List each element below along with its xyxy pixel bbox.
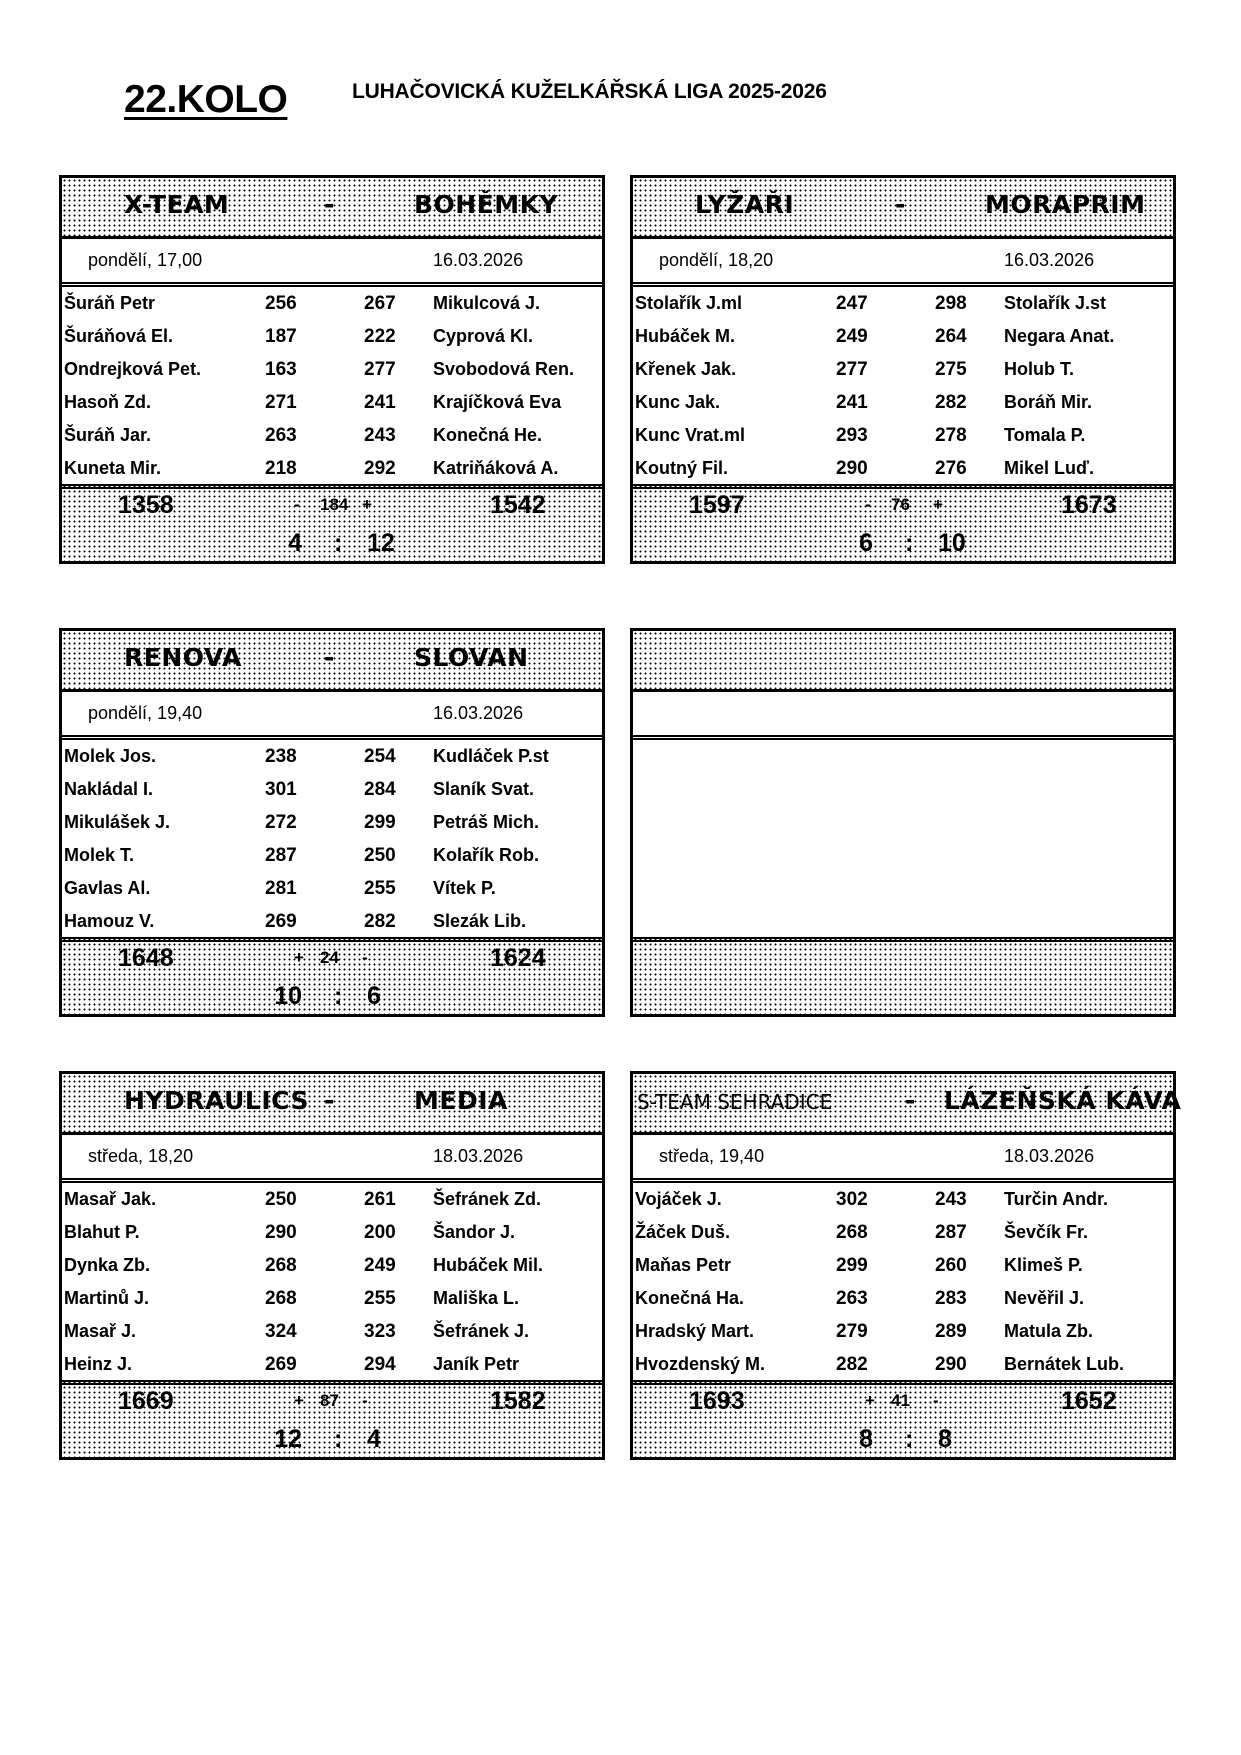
player-row: [62, 419, 602, 452]
player-rows: [633, 287, 1173, 483]
home-player: Křenek Jak.: [635, 359, 737, 379]
away-player: Šandor J.: [433, 1222, 516, 1242]
player-row: [62, 320, 602, 353]
away-player: Ševčík Fr.: [1004, 1222, 1089, 1242]
home-score: 268: [265, 1255, 297, 1276]
away-score: 250: [364, 845, 396, 866]
away-player: Kolařík Rob.: [433, 845, 540, 865]
player-row: [633, 1282, 1173, 1315]
away-points: 10: [938, 529, 966, 557]
away-player: Katriňáková A.: [433, 458, 559, 478]
home-score: 302: [836, 1189, 868, 1210]
player-row: [633, 452, 1173, 485]
home-player: Masař J.: [64, 1321, 137, 1341]
away-player: Mikulcová J.: [433, 293, 541, 313]
away-score: 260: [935, 1255, 967, 1276]
away-player: Krajíčková Eva: [433, 392, 562, 412]
home-score: 268: [836, 1222, 868, 1243]
away-player: Šefránek J.: [433, 1321, 530, 1341]
away-score: 255: [364, 1288, 396, 1309]
away-score: 261: [364, 1189, 396, 1210]
home-player: Hubáček M.: [635, 326, 736, 346]
home-score: 282: [836, 1354, 868, 1375]
sign-left: +: [294, 1391, 304, 1410]
sign-right: +: [933, 495, 943, 514]
points-colon: :: [905, 1425, 914, 1453]
match-schedule: [62, 692, 602, 740]
sign-left: -: [865, 495, 871, 514]
home-total: 1693: [689, 1387, 745, 1415]
match-schedule: [62, 239, 602, 287]
home-score: 269: [265, 911, 297, 932]
away-score: 298: [935, 293, 967, 314]
player-row: [62, 740, 602, 773]
away-player: Bernátek Lub.: [1004, 1354, 1125, 1374]
match-schedule: [633, 1135, 1173, 1183]
home-score: 263: [265, 425, 297, 446]
home-player: Konečná Ha.: [635, 1288, 745, 1308]
player-rows: [62, 1183, 602, 1379]
away-team: MORAPRIM: [985, 190, 1146, 219]
player-row: [62, 353, 602, 386]
away-score: 283: [935, 1288, 967, 1309]
home-player: Molek Jos.: [64, 746, 157, 766]
home-player: Ondrejková Pet.: [64, 359, 202, 379]
match-day-time: pondělí, 17,00: [88, 250, 203, 270]
home-score: 281: [265, 878, 297, 899]
home-player: Kuneta Mir.: [64, 458, 162, 478]
player-rows: [633, 1183, 1173, 1379]
away-score: 323: [364, 1321, 396, 1342]
home-points: 4: [288, 529, 302, 557]
away-player: Holub T.: [1004, 359, 1074, 379]
home-player: Hasoň Zd.: [64, 392, 152, 412]
player-row: [633, 1249, 1173, 1282]
home-player: Dynka Zb.: [64, 1255, 151, 1275]
player-row: [62, 287, 602, 320]
away-player: Negara Anat.: [1004, 326, 1115, 346]
away-team: MEDIA: [414, 1086, 508, 1115]
home-points: 10: [274, 982, 302, 1010]
away-points: 4: [367, 1425, 381, 1453]
points-colon: :: [334, 529, 343, 557]
home-score: 268: [265, 1288, 297, 1309]
away-score: 243: [935, 1189, 967, 1210]
home-player: Koutný Fil.: [635, 458, 728, 478]
match-header: [633, 1074, 1182, 1135]
home-score: 301: [265, 779, 297, 800]
match-card: [59, 175, 605, 564]
away-team: LÁZEŇSKÁ KÁVA: [944, 1086, 1182, 1115]
home-score: 299: [836, 1255, 868, 1276]
home-score: 290: [836, 458, 868, 479]
away-player: Nevěřil J.: [1004, 1288, 1085, 1308]
match-result: [633, 1380, 1173, 1457]
home-score: 277: [836, 359, 868, 380]
home-score: 272: [265, 812, 297, 833]
home-player: Hradský Mart.: [635, 1321, 755, 1341]
home-player: Blahut P.: [64, 1222, 140, 1242]
away-player: Slaník Svat.: [433, 779, 535, 799]
home-score: 293: [836, 425, 868, 446]
away-score: 254: [364, 746, 396, 767]
away-score: 282: [935, 392, 967, 413]
player-row: [62, 872, 602, 905]
home-score: 279: [836, 1321, 868, 1342]
home-player: Mikulášek J.: [64, 812, 171, 832]
away-score: 277: [364, 359, 396, 380]
player-row: [62, 1216, 602, 1249]
score-difference: 24: [320, 948, 339, 967]
match-result: [62, 484, 602, 561]
away-score: 275: [935, 359, 967, 380]
match-date: 16.03.2026: [433, 250, 524, 270]
home-score: 163: [265, 359, 297, 380]
match-schedule: [633, 239, 1173, 287]
away-score: 243: [364, 425, 396, 446]
match-card: [59, 628, 605, 1017]
sign-right: -: [362, 1391, 368, 1410]
home-player: Nakládal I.: [64, 779, 154, 799]
away-score: 290: [935, 1354, 967, 1375]
match-card: [59, 1071, 605, 1460]
home-score: 324: [265, 1321, 297, 1342]
home-score: 249: [836, 326, 868, 347]
points-colon: :: [334, 1425, 343, 1453]
empty-match-card: [630, 628, 1176, 1017]
team-separator: -: [324, 190, 335, 219]
match-day-time: středa, 18,20: [88, 1146, 194, 1166]
home-team: LYŽAŘI: [695, 190, 795, 219]
player-row: [62, 806, 602, 839]
team-separator: -: [895, 190, 906, 219]
home-player: Šuráň Jar.: [64, 425, 152, 445]
home-player: Vojáček J.: [635, 1189, 722, 1209]
team-separator: -: [324, 1086, 335, 1115]
match-date: 16.03.2026: [1004, 250, 1095, 270]
home-team: HYDRAULICS: [124, 1086, 309, 1115]
away-player: Matula Zb.: [1004, 1321, 1093, 1341]
sign-left: +: [294, 948, 304, 967]
away-player: Svobodová Ren.: [433, 359, 575, 379]
player-row: [633, 1183, 1173, 1216]
player-row: [62, 386, 602, 419]
home-score: 247: [836, 293, 868, 314]
player-row: [633, 320, 1173, 353]
away-player: Petráš Mich.: [433, 812, 540, 832]
home-score: 287: [265, 845, 297, 866]
away-player: Cyprová Kl.: [433, 326, 534, 346]
away-player: Hubáček Mil.: [433, 1255, 544, 1275]
home-total: 1648: [118, 944, 174, 972]
home-points: 12: [274, 1425, 302, 1453]
home-score: 238: [265, 746, 297, 767]
player-row: [62, 1282, 602, 1315]
match-header: [633, 178, 1173, 239]
player-row: [62, 1249, 602, 1282]
away-total: 1582: [490, 1387, 546, 1415]
away-player: Kudláček P.st: [433, 746, 549, 766]
player-row: [633, 287, 1173, 320]
away-total: 1673: [1061, 491, 1117, 519]
team-separator: -: [324, 643, 335, 672]
away-total: 1542: [490, 491, 546, 519]
home-player: Žáček Duš.: [635, 1222, 731, 1242]
home-points: 6: [859, 529, 873, 557]
player-row: [62, 1348, 602, 1381]
home-player: Heinz J.: [64, 1354, 133, 1374]
away-score: 292: [364, 458, 396, 479]
player-row: [62, 905, 602, 938]
home-total: 1358: [118, 491, 174, 519]
sign-left: -: [294, 495, 300, 514]
away-points: 6: [367, 982, 381, 1010]
player-row: [633, 419, 1173, 452]
home-player: Gavlas Al.: [64, 878, 151, 898]
away-score: 289: [935, 1321, 967, 1342]
match-day-time: pondělí, 18,20: [659, 250, 774, 270]
player-row: [633, 353, 1173, 386]
away-player: Janík Petr: [433, 1354, 520, 1374]
player-rows: [62, 740, 602, 936]
away-score: 282: [364, 911, 396, 932]
match-day-time: pondělí, 19,40: [88, 703, 203, 723]
match-result: [62, 1380, 602, 1457]
match-day-time: středa, 19,40: [659, 1146, 765, 1166]
empty-result: [633, 937, 1173, 1014]
home-points: 8: [859, 1425, 873, 1453]
empty-schedule: [633, 692, 1173, 740]
home-score: 256: [265, 293, 297, 314]
home-player: Šuráňová El.: [64, 326, 174, 346]
player-row: [633, 1216, 1173, 1249]
player-row: [633, 1315, 1173, 1348]
home-total: 1597: [689, 491, 745, 519]
home-player: Hamouz V.: [64, 911, 155, 931]
away-team: BOHĚMKY: [414, 190, 559, 219]
player-row: [62, 839, 602, 872]
points-colon: :: [905, 529, 914, 557]
away-player: Mališka L.: [433, 1288, 520, 1308]
away-player: Tomala P.: [1004, 425, 1086, 445]
away-team: SLOVAN: [414, 643, 529, 672]
away-score: 264: [935, 326, 967, 347]
away-score: 200: [364, 1222, 396, 1243]
home-team: RENOVA: [124, 643, 242, 672]
player-row: [633, 386, 1173, 419]
away-player: Stolařík J.st: [1004, 293, 1107, 313]
match-result: [62, 937, 602, 1014]
match-card: [630, 1071, 1182, 1460]
away-score: 222: [364, 326, 396, 347]
away-total: 1624: [490, 944, 546, 972]
home-score: 263: [836, 1288, 868, 1309]
home-score: 269: [265, 1354, 297, 1375]
home-player: Šuráň Petr: [64, 293, 156, 313]
away-player: Konečná He.: [433, 425, 543, 445]
away-player: Klimeš P.: [1004, 1255, 1083, 1275]
away-score: 276: [935, 458, 967, 479]
home-player: Hvozdenský M.: [635, 1354, 766, 1374]
score-difference: 76: [891, 495, 910, 514]
match-date: 18.03.2026: [433, 1146, 524, 1166]
match-header: [62, 178, 602, 239]
sign-left: +: [865, 1391, 875, 1410]
away-score: 267: [364, 293, 396, 314]
away-score: 294: [364, 1354, 396, 1375]
home-score: 271: [265, 392, 297, 413]
away-player: Turčin Andr.: [1004, 1189, 1109, 1209]
home-player: Molek T.: [64, 845, 135, 865]
away-score: 278: [935, 425, 967, 446]
player-row: [62, 1315, 602, 1348]
score-difference: 87: [320, 1391, 339, 1410]
match-date: 18.03.2026: [1004, 1146, 1095, 1166]
home-player: Kunc Jak.: [635, 392, 721, 412]
away-score: 241: [364, 392, 396, 413]
sign-right: -: [362, 948, 368, 967]
sign-right: +: [362, 495, 372, 514]
home-team: S-TEAM SEHRADICE: [637, 1090, 833, 1114]
away-player: Vítek P.: [433, 878, 496, 898]
home-score: 187: [265, 326, 297, 347]
home-score: 241: [836, 392, 868, 413]
sign-right: -: [933, 1391, 939, 1410]
home-player: Maňas Petr: [635, 1255, 732, 1275]
player-row: [62, 773, 602, 806]
home-player: Kunc Vrat.ml: [635, 425, 746, 445]
away-score: 287: [935, 1222, 967, 1243]
match-header: [62, 631, 602, 692]
home-total: 1669: [118, 1387, 174, 1415]
league-title: LUHAČOVICKÁ KUŽELKÁŘSKÁ LIGA 2025-2026: [352, 80, 827, 103]
match-schedule: [62, 1135, 602, 1183]
score-difference: 184: [320, 495, 349, 514]
away-player: Mikel Luď.: [1004, 458, 1094, 478]
home-score: 290: [265, 1222, 297, 1243]
away-player: Šefránek Zd.: [433, 1189, 542, 1209]
team-separator: -: [905, 1086, 916, 1115]
home-team: X-TEAM: [124, 190, 230, 219]
home-score: 218: [265, 458, 297, 479]
away-score: 249: [364, 1255, 396, 1276]
home-player: Stolařík J.ml: [635, 293, 743, 313]
player-row: [62, 1183, 602, 1216]
points-colon: :: [334, 982, 343, 1010]
match-date: 16.03.2026: [433, 703, 524, 723]
away-score: 299: [364, 812, 396, 833]
player-row: [633, 1348, 1173, 1381]
match-result: [633, 484, 1173, 561]
empty-header: [633, 631, 1173, 692]
home-score: 250: [265, 1189, 297, 1210]
away-points: 12: [367, 529, 395, 557]
away-player: Slezák Lib.: [433, 911, 527, 931]
home-player: Martinů J.: [64, 1288, 150, 1308]
away-total: 1652: [1061, 1387, 1117, 1415]
away-points: 8: [938, 1425, 952, 1453]
round-title: 22.KOLO: [124, 78, 288, 121]
match-header: [62, 1074, 602, 1135]
away-score: 255: [364, 878, 396, 899]
away-score: 284: [364, 779, 396, 800]
player-rows: [62, 287, 602, 483]
away-player: Boráň Mir.: [1004, 392, 1093, 412]
match-card: [630, 175, 1176, 564]
home-player: Masař Jak.: [64, 1189, 157, 1209]
player-row: [62, 452, 602, 485]
score-difference: 41: [891, 1391, 910, 1410]
